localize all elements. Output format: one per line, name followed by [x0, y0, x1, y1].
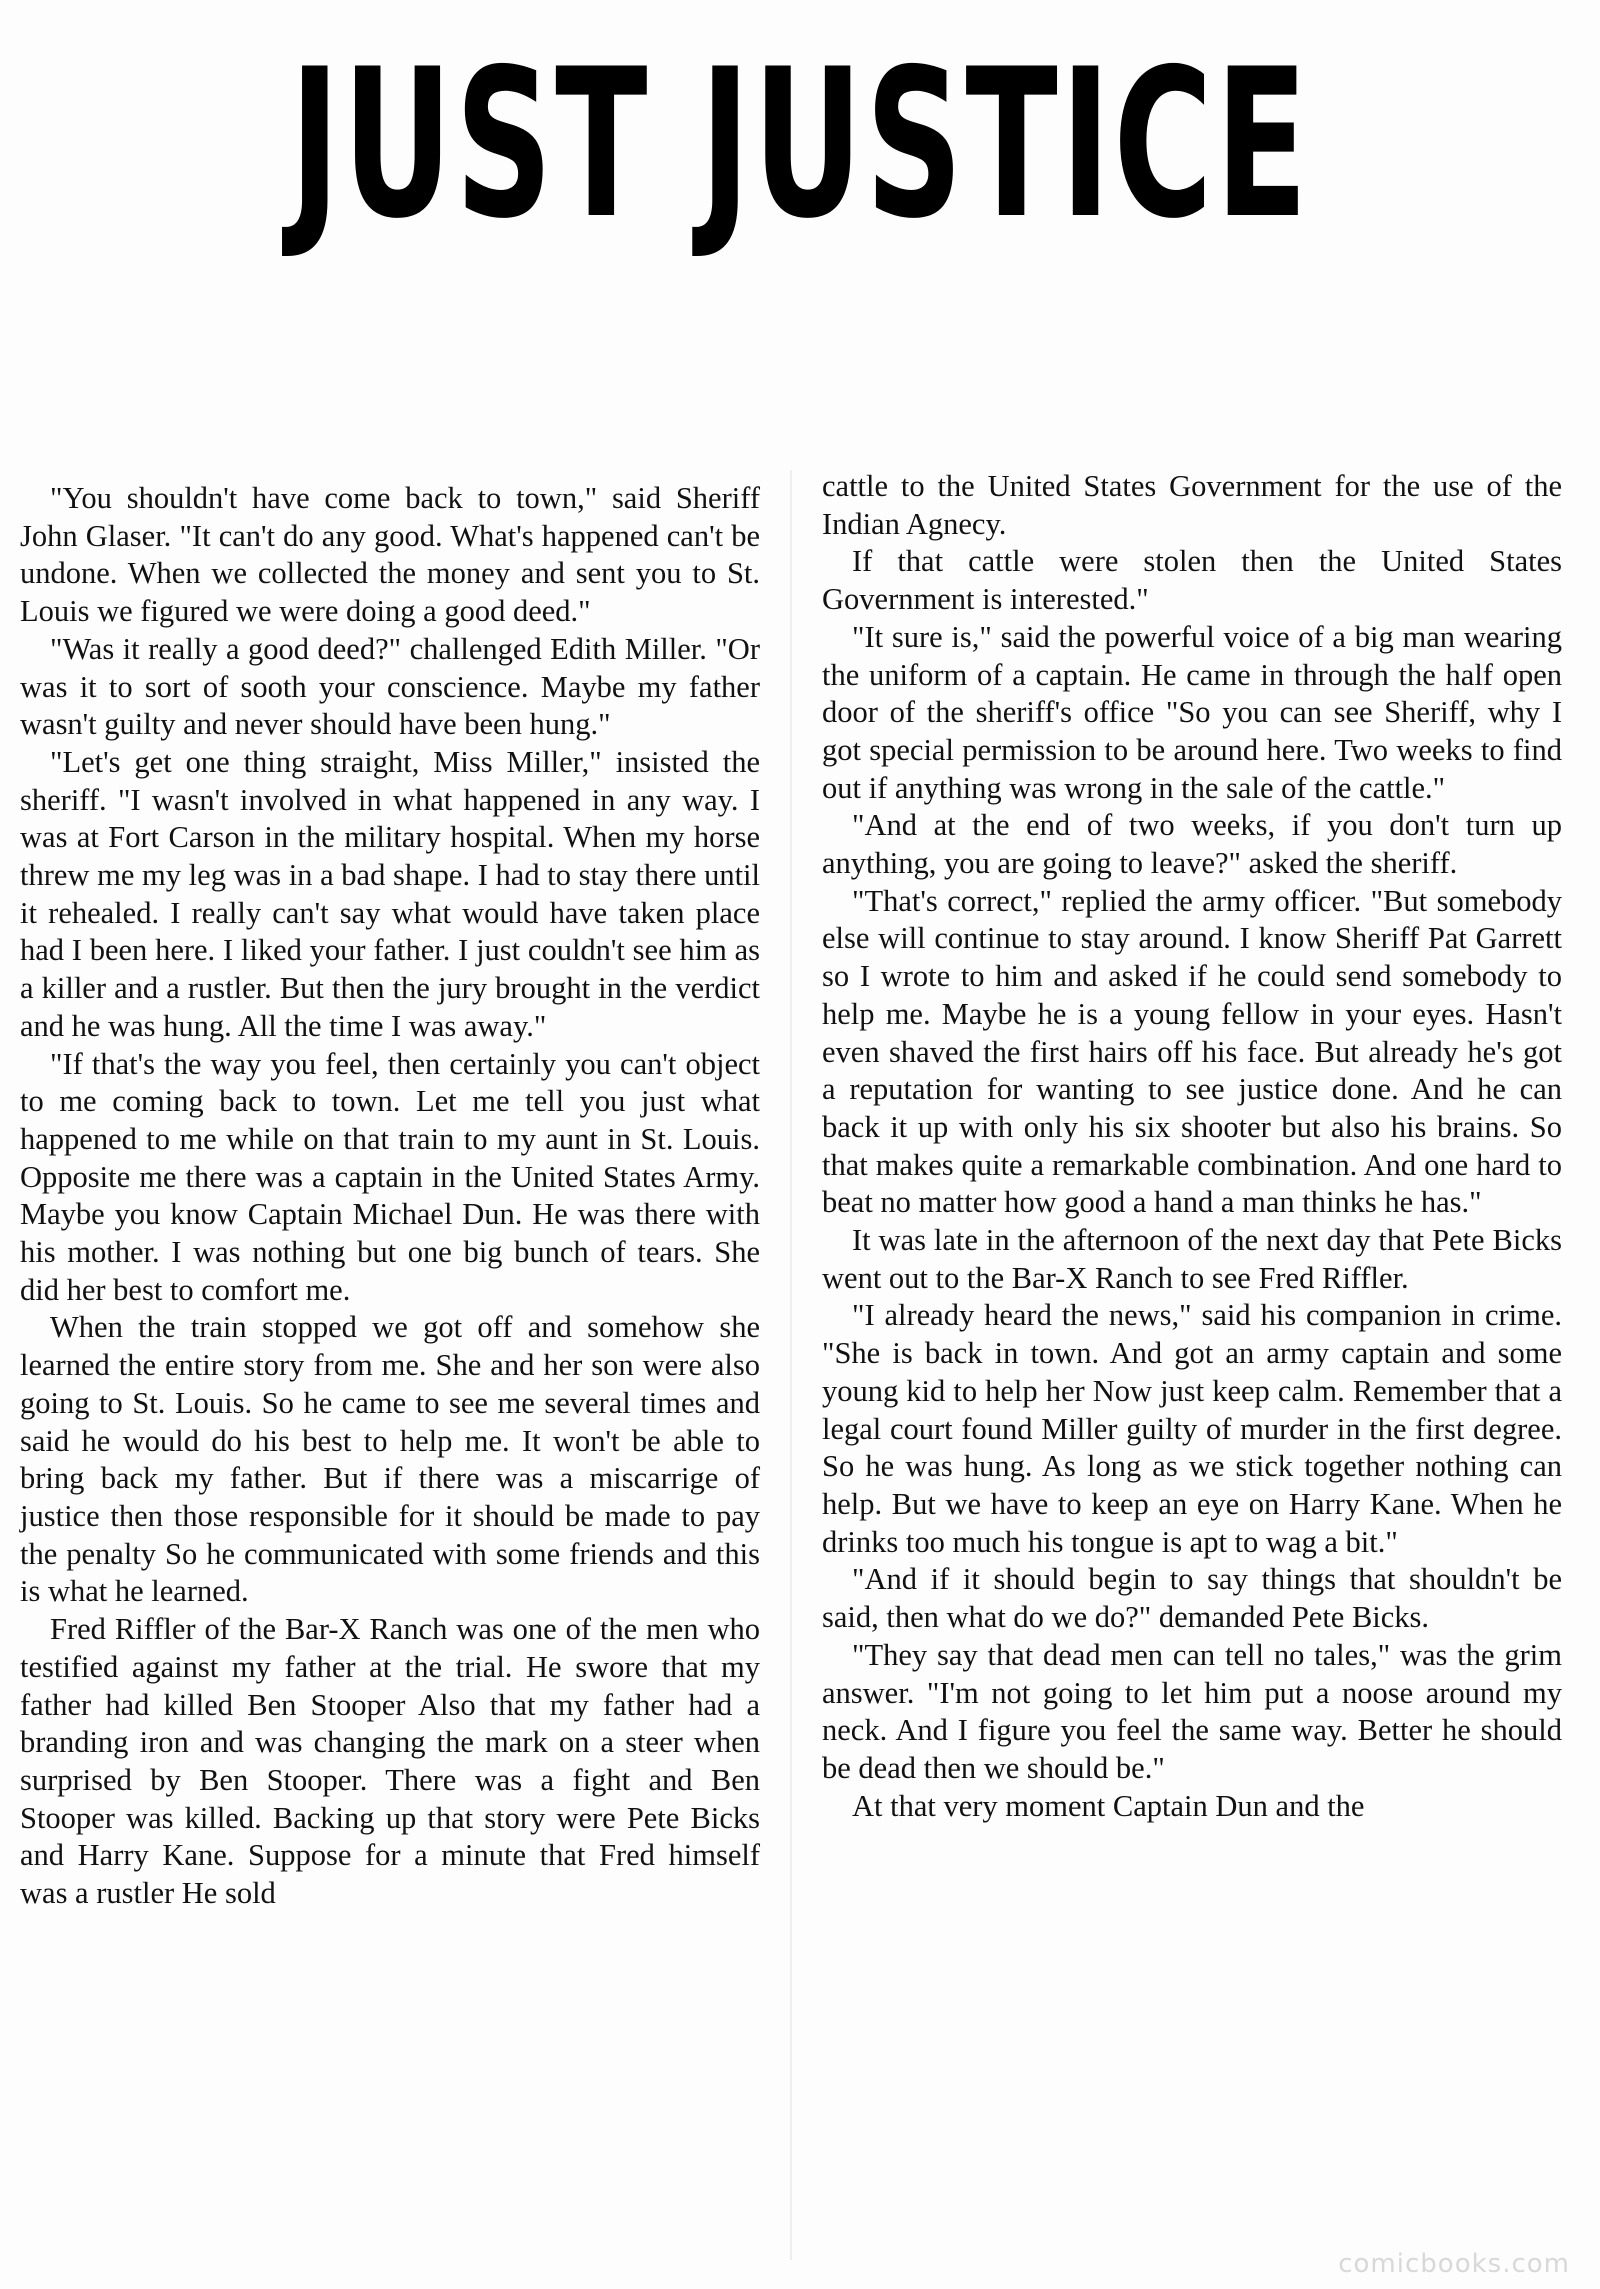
paragraph: "If that's the way you feel, then certainly you can't object to me coming back to town. Let me tell you just what happened to me while on that train to my aunt in St. Louis. Opposite me there was a captain in the United States Army. Maybe you know Captain Michael Dun. He was there with his mother. I was nothing but one big bunch of tears. She did her best to comfort me.: [20, 1046, 760, 1307]
paragraph: Fred Riffler of the Bar-X Ranch was one of the men who testified against my father at the trial. He swore that my father had killed Ben Stooper Also that my father had a branding iron and was changing the mark on a steer when surprised by Ben Stooper. There was a fight and Ben Stooper was killed. Backing up that story were Pete Bicks and Harry Kane. Suppose for a minute that Fred himself was a rustler He sold: [20, 1612, 760, 1911]
paragraph: "Let's get one thing straight, Miss Miller," insisted the sheriff. "I wasn't involved in what happened in any way. I was at Fort Carson in the military hospital. When my horse threw me my leg was in a bad shape. I had to stay there until it rehealed. I really can't say what would have taken place had I been here. I liked your father. I just couldn't see him as a killer and a rustler. But then the jury brought in the verdict and he was hung. All the time I was away.": [20, 744, 760, 1043]
paragraph: When the train stopped we got off and somehow she learned the entire story from me. She and her son were also going to St. Louis. So he came to see me several times and said he would do his best to help me. It won't be able to bring back my father. But if there was a miscarrige of justice then those responsible for it should be made to pay the penalty So he communicated with some friends and this is what he learned.: [20, 1310, 760, 1609]
paragraph: cattle to the United States Government for the use of the Indian Agnecy.: [822, 469, 1562, 541]
column-gutter: [790, 470, 792, 2260]
paragraph: It was late in the afternoon of the next day that Pete Bicks went out to the Bar-X Ranch to see Fred Riffler.: [822, 1223, 1562, 1295]
right-column: [822, 468, 1562, 1825]
paragraph: "I already heard the news," said his companion in crime. "She is back in town. And got an army captain and some young kid to help her Now just keep calm. Remember that a legal court found Miller guilty of murder in the first degree. So he was hung. As long as we stick together nothing can help. But we have to keep an eye on Harry Kane. When he drinks too much his tongue is apt to wag a bit.": [822, 1298, 1562, 1559]
paragraph: "Was it really a good deed?" challenged Edith Miller. "Or was it to sort of sooth your conscience. Maybe my father wasn't guilty and never should have been hung.": [20, 631, 760, 742]
paragraph: "They say that dead men can tell no tales," was the grim answer. "I'm not going to let him put a noose around my neck. And I figure you feel the same way. Better he should be dead then we should be.": [822, 1637, 1562, 1785]
paragraph: "That's correct," replied the army officer. "But somebody else will continue to stay around. I know Sheriff Pat Garrett so I wrote to him and asked if he could send somebody to help me. Maybe he is a young fellow in your eyes. Hasn't even shaved the first hairs off his face. But already he's got a reputation for wanting to see justice done. And he can back it up with only his six shooter but also his brains. So that makes quite a remarkable combination. And one hard to beat no matter how good a hand a man thinks he has.": [822, 883, 1562, 1220]
paragraph: "It sure is," said the powerful voice of a big man wearing the uniform of a captain. He came in through the half open door of the sheriff's office "So you can see Sheriff, why I got special permission to be around here. Two weeks to find out if anything was wrong in the sale of the cattle.": [822, 619, 1562, 805]
paragraph: At that very moment Captain Dun and the: [852, 1788, 1365, 1823]
paragraph: "And at the end of two weeks, if you don't turn up anything, you are going to leave?" asked the sheriff.: [822, 808, 1562, 881]
story-title: JUST JUSTICE: [289, 26, 1311, 264]
left-column: [20, 480, 760, 1913]
paragraph: "You shouldn't have come back to town," said Sheriff John Glaser. "It can't do any good. What's happened can't be undone. When we collected the money and sent you to St. Louis we figured we were doing a good deed.": [20, 481, 760, 629]
paragraph: "And if it should begin to say things that shouldn't be said, then what do we do?" demanded Pete Bicks.: [822, 1562, 1562, 1635]
paragraph: If that cattle were stolen then the United States Government is interested.": [822, 544, 1562, 617]
watermark: comicbooks.com: [1338, 2249, 1570, 2279]
